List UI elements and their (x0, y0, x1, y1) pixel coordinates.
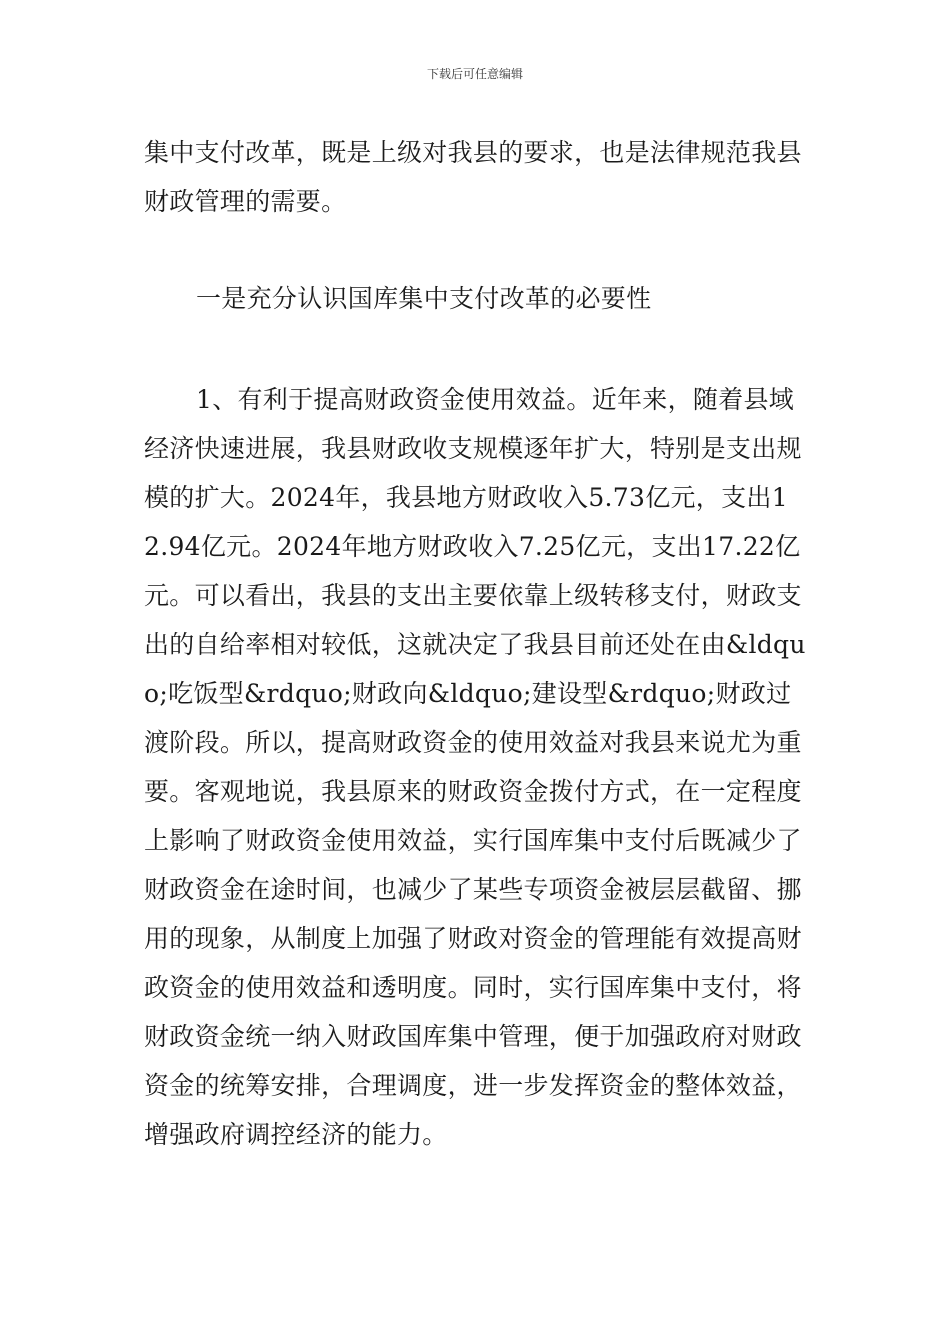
paragraph: 1、有利于提高财政资金使用效益。近年来，随着县域经济快速进展，我县财政收支规模逐年扩大，特别是支出规模的扩大。2024年，我县地方财政收入5.73亿元，支出12.94亿元。2024年地方财政收入7.25亿元，支出17.22亿元。可以看出，我县的支出主要依靠上级转移支付，财政支出的自给率相对较低，这就决定了我县目前还处在由&ldquo;吃饭型&rdquo;财政向&ldquo;建设型&rdquo;财政过渡阶段。所以，提高财政资金的使用效益对我县来说尤为重要。客观地说，我县原来的财政资金拨付方式，在一定程度上影响了财政资金使用效益，实行国库集中支付后既减少了财政资金在途时间，也减少了某些专项资金被层层截留、挪用的现象，从制度上加强了财政对资金的管理能有效提高财政资金的使用效益和透明度。同时，实行国库集中支付，将财政资金统一纳入财政国库集中管理，便于加强政府对财政资金的统筹安排，合理调度，进一步发挥资金的整体效益，增强政府调控经济的能力。 (144, 385, 806, 1149)
section-heading: 一是充分认识国库集中支付改革的必要性 (196, 284, 652, 313)
header-note: 下载后可任意编辑 (426, 67, 523, 81)
paragraph: 集中支付改革，既是上级对我县的要求，也是法律规范我县财政管理的需要。 (144, 138, 802, 216)
